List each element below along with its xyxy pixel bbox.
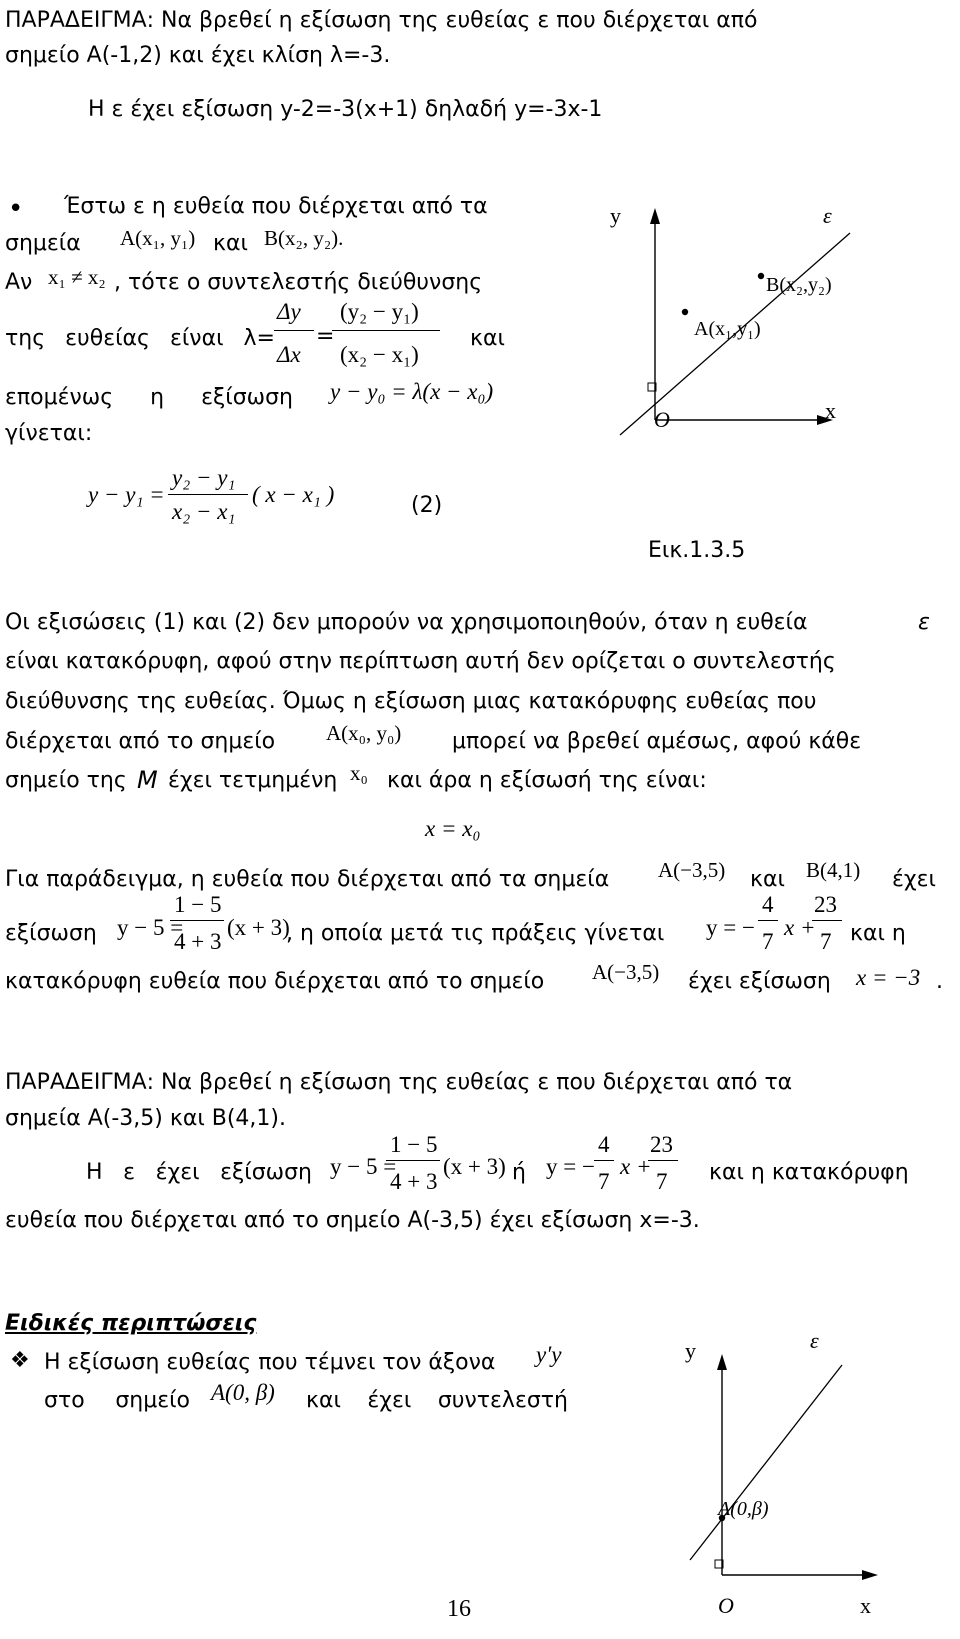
example-eq2-bar1 bbox=[758, 920, 778, 921]
para-line1-epsilon: ε bbox=[918, 610, 930, 635]
formula2-rhs: ( x − x₁ ) bbox=[252, 482, 335, 507]
special-axis-yy: y′y bbox=[536, 1342, 562, 1367]
example-eq1-bar bbox=[170, 920, 224, 921]
fig1-label-x: x bbox=[825, 398, 836, 423]
fig1-label-origin: O bbox=[654, 407, 670, 432]
example-line1-a: Για παράδειγμα, η ευθεία που διέρχεται από τα σημεία bbox=[5, 867, 610, 892]
example2-eq2-y: y = − bbox=[546, 1154, 595, 1179]
formula2-denominator: x₂ − x₁ bbox=[172, 499, 236, 524]
fig1-y-arrow bbox=[650, 208, 660, 224]
example-eq1-num: 1 − 5 bbox=[174, 892, 222, 917]
slope-numerator: (y₂ − y₁) bbox=[340, 299, 419, 324]
example2-line3-end: και η κατακόρυφη bbox=[709, 1160, 909, 1185]
example2-eq1-num: 1 − 5 bbox=[390, 1132, 438, 1157]
example1-line2: σημείο Α(-1,2) και έχει κλίση λ=-3. bbox=[5, 43, 391, 68]
fig2-label-x: x bbox=[860, 1593, 871, 1618]
example-eq1-den: 4 + 3 bbox=[174, 929, 222, 954]
para-line2: είναι κατακόρυφη, αφού στην περίπτωση αυτή δεν ορίζεται ο συντελεστής bbox=[5, 649, 836, 674]
example2-line2: σημεία Α(-3,5) και Β(4,1). bbox=[5, 1106, 286, 1131]
fig1-point-a bbox=[682, 309, 688, 315]
page-number: 16 bbox=[447, 1596, 471, 1622]
example2-or: ή bbox=[512, 1160, 526, 1185]
slope-dy: Δy bbox=[277, 299, 301, 324]
example-line1-and: και bbox=[750, 867, 785, 892]
example-line3-dot: . bbox=[936, 969, 943, 994]
fig1-label-b: B(x₂,y₂) bbox=[766, 274, 832, 296]
example2-eq2-d1: 7 bbox=[598, 1169, 610, 1194]
slope-bar1 bbox=[274, 330, 314, 331]
example-eq2-n1: 4 bbox=[762, 892, 774, 917]
bullet-line2-label: σημεία bbox=[5, 231, 81, 256]
example-line3-eq: x = −3 bbox=[856, 965, 921, 990]
para-line5-c: και άρα η εξίσωσή της είναι: bbox=[387, 768, 707, 793]
fig2-label-origin: O bbox=[718, 1593, 734, 1618]
point-a-formula: A(x₁, y₁) bbox=[120, 226, 196, 250]
example2-line3-words: Η ε έχει εξίσωση bbox=[86, 1160, 312, 1185]
example-point-a: A(−3,5) bbox=[658, 858, 726, 882]
fig1-label-a: A(x₁,y₁) bbox=[694, 318, 761, 340]
fig1-point-b bbox=[758, 273, 764, 279]
point-slope-equation: y − y₀ = λ(x − x₀) bbox=[330, 379, 494, 404]
formula2-numerator: y₂ − y₁ bbox=[172, 465, 236, 490]
example-eq2-y: y = − bbox=[706, 915, 755, 940]
example-line2-a: εξίσωση bbox=[5, 921, 97, 946]
example-eq2-d1: 7 bbox=[762, 929, 774, 954]
example-eq2-bar2 bbox=[812, 920, 842, 921]
special-cases-heading: Ειδικές περιπτώσεις bbox=[5, 1311, 257, 1336]
para-line4-b: μπορεί να βρεθεί αμέσως, αφού κάθε bbox=[452, 729, 862, 754]
bullet-line4-and: και bbox=[470, 326, 505, 351]
example-line2-and: και η bbox=[850, 921, 906, 946]
para-line5-a: σημείο της bbox=[5, 768, 127, 793]
example2-eq1-bar bbox=[386, 1160, 440, 1161]
slope-bar2 bbox=[332, 330, 440, 331]
slope-dx: Δx bbox=[277, 342, 301, 367]
bullet-line6: γίνεται: bbox=[5, 421, 93, 446]
example1-line3: Η ε έχει εξίσωση y-2=-3(x+1) δηλαδή y=-3x-1 bbox=[88, 97, 603, 122]
example2-eq2-bar1 bbox=[594, 1160, 614, 1161]
vertical-line-equation: x = x₀ bbox=[425, 816, 481, 841]
fig2-label-epsilon: ε bbox=[810, 1328, 819, 1353]
special-line2-words2: και έχει συντελεστή bbox=[306, 1388, 568, 1413]
diamond-bullet-icon: ❖ bbox=[10, 1348, 30, 1373]
example-eq2-d2: 7 bbox=[820, 929, 832, 954]
figure2-diagram bbox=[660, 1320, 920, 1636]
example1-line1: ΠΑΡΑΔΕΙΓΜΑ: Να βρεθεί η εξίσωση της ευθείας ε που διέρχεται από bbox=[5, 8, 758, 33]
example-eq2-x: x + bbox=[784, 915, 816, 940]
bullet-dot: • bbox=[8, 194, 24, 224]
bullet-line3-rest: , τότε ο συντελεστής διεύθυνσης bbox=[114, 270, 483, 295]
example2-eq2-n2: 23 bbox=[650, 1132, 673, 1157]
example-eq1-rhs: (x + 3) bbox=[227, 915, 290, 940]
para-line3: διεύθυνσης της ευθείας. Όμως η εξίσωση μιας κατακόρυφης ευθείας που bbox=[5, 689, 817, 714]
figure1-diagram bbox=[570, 195, 880, 485]
example-line3-a: κατακόρυφη ευθεία που διέρχεται από το σημείο bbox=[5, 969, 545, 994]
fig1-label-epsilon: ε bbox=[823, 203, 832, 228]
example2-eq2-bar2 bbox=[648, 1160, 678, 1161]
special-line2-words: στο σημείο bbox=[44, 1388, 190, 1413]
figure1-caption: Εικ.1.3.5 bbox=[648, 538, 746, 563]
example2-eq2-n1: 4 bbox=[598, 1132, 610, 1157]
example-eq1-lhs: y − 5 = bbox=[117, 915, 184, 940]
fig1-label-y: y bbox=[610, 203, 621, 228]
para-line4-a: διέρχεται από το σημείο bbox=[5, 729, 276, 754]
example-line3-b: έχει εξίσωση bbox=[688, 969, 831, 994]
fig2-x-arrow bbox=[862, 1570, 878, 1580]
slope-denominator: (x₂ − x₁) bbox=[340, 342, 419, 367]
example-line3-point: A(−3,5) bbox=[592, 960, 660, 984]
bullet-line3-if: Αν bbox=[5, 270, 33, 295]
bullet-line5-words: επομένως η εξίσωση bbox=[5, 385, 293, 410]
point-b-formula: B(x₂, y₂). bbox=[264, 226, 344, 250]
fig2-label-a: A(0,β) bbox=[718, 1498, 769, 1520]
para-line5-x0: x₀ bbox=[350, 761, 368, 785]
formula2-tag: (2) bbox=[411, 493, 443, 518]
fig2-y-arrow bbox=[717, 1354, 727, 1370]
slope-equals: = bbox=[316, 324, 335, 349]
bullet-line1: Έστω ε η ευθεία που διέρχεται από τα bbox=[64, 194, 488, 219]
para-line5-b: έχει τετμημένη bbox=[168, 768, 338, 793]
bullet-line4-words: της ευθείας είναι λ= bbox=[5, 326, 275, 351]
example-line1-has: έχει bbox=[892, 867, 936, 892]
example-line2-b: , η οποία μετά τις πράξεις γίνεται bbox=[286, 921, 665, 946]
example-eq2-n2: 23 bbox=[814, 892, 837, 917]
example2-eq2-x: x + bbox=[620, 1154, 652, 1179]
example2-eq1-den: 4 + 3 bbox=[390, 1169, 438, 1194]
example2-line4: ευθεία που διέρχεται από το σημείο Α(-3,5) έχει εξίσωση x=-3. bbox=[5, 1208, 700, 1233]
example2-eq1-lhs: y − 5 = bbox=[330, 1154, 397, 1179]
example-point-b: B(4,1) bbox=[806, 858, 861, 882]
fig2-label-y: y bbox=[685, 1338, 696, 1363]
fig2-line-epsilon bbox=[690, 1365, 842, 1560]
example2-line1: ΠΑΡΑΔΕΙΓΜΑ: Να βρεθεί η εξίσωση της ευθείας ε που διέρχεται από τα bbox=[5, 1070, 793, 1095]
special-line1: Η εξίσωση ευθείας που τέμνει τον άξονα bbox=[44, 1350, 496, 1375]
para-line5-m: Μ bbox=[137, 766, 158, 794]
bullet-line2-and: και bbox=[213, 231, 248, 256]
para-point-a0: A(x₀, y₀) bbox=[326, 721, 402, 745]
special-point-a: A(0, β) bbox=[211, 1380, 275, 1405]
para-line1: Οι εξισώσεις (1) και (2) δεν μπορούν να χρησιμοποιηθούν, όταν η ευθεία bbox=[5, 610, 808, 635]
example2-eq2-d2: 7 bbox=[656, 1169, 668, 1194]
formula2-bar bbox=[168, 494, 248, 495]
condition-formula: x₁ ≠ x₂ bbox=[48, 265, 106, 289]
example2-eq1-rhs: (x + 3) bbox=[443, 1154, 506, 1179]
formula2-lhs: y − y₁ = bbox=[88, 482, 165, 507]
